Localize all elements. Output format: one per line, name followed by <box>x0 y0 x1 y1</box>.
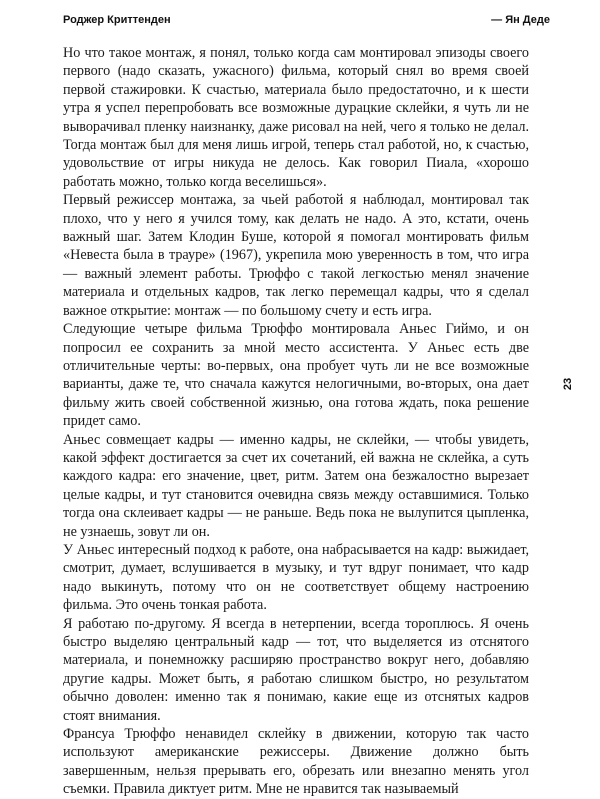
paragraph: Я работаю по-другому. Я всегда в нетерпении, всегда тороплюсь. Я очень быстро выделяю центральный кадр — тот, что выделяется из отснятого материала, и понемножку расширяю пространство вокруг него, добавляю другие кадры. Может быть, я работаю слишком быстро, но результатом обычно доволен: именно так я понимаю, какие еще из отснятых кадров стоят внимания. <box>63 615 529 724</box>
paragraph: Франсуа Трюффо ненавидел склейку в движении, которую так часто используют американские режиссеры. Движение должно быть завершенным, нельзя прерывать его, обрезать или внезапно менять угол съемки. Правила диктует ритм. Мне не нравится так называемый <box>63 726 529 798</box>
running-header-section: — Ян Деде <box>491 14 550 26</box>
body-text <box>63 44 529 799</box>
paragraph: Следующие четыре фильма Трюффо монтировала Аньес Гиймо, и он попросил ее сохранить за мной место ассистента. У Аньес есть две отличительные черты: во-первых, она пробует чуть ли не все возможные варианты, даже те, что сначала кажутся нелогичными, во-вторых, она дает фильму жить своей собственной жизнью, она готова ждать, пока решение придет само. <box>63 321 529 430</box>
paragraph: Аньес совмещает кадры — именно кадры, не склейки, — чтобы увидеть, какой эффект достигается за счет их сочетаний, ей важна не склейка, а суть каждого кадра: его значение, цвет, ритм. Затем она безжалостно вырезает целые кадры, и тут становится очевидна связь между оставшимися. Только тогда она склеивает кадры — не раньше. Ведь пока не вылупится цыпленка, не узнаешь, зовут ли он. <box>63 431 529 540</box>
paragraph: Но что такое монтаж, я понял, только когда сам монтировал эпизоды своего первого (надо сказать, ужасного) фильма, который снял во время своей первой стажировки. К счастью, материала было предостаточно, и к шести утра я успел перепробовать все возможные дурацкие склейки, я чуть ли не выворачивал пленку наизнанку, даже рисовал на ней, чего я только не делал. Тогда монтаж был для меня лишь игрой, теперь стал работой, но, к счастью, удовольствие от игры никуда не делось. Как говорил Пиала, «хорошо работать можно, только когда веселишься». <box>63 45 529 190</box>
paragraph: У Аньес интересный подход к работе, она набрасывается на кадр: выжидает, смотрит, думает, вслушивается в музыку, и тут вдруг понимает, что кадр надо выкинуть, потому что он не соответствует общему настроению фильма. Это очень тонкая работа. <box>63 541 529 614</box>
running-header-author: Роджер Криттенден <box>63 14 171 26</box>
paragraph: Первый режиссер монтажа, за чьей работой я наблюдал, монтировал так плохо, что у него я учился тому, как делать не надо. А это, кстати, очень важный шаг. Затем Клодин Буше, которой я помогал монтировать фильм «Невеста была в трауре» (1967), укрепила мою уверенность в том, что игра — важный элемент работы. Трюффо с такой легкостью менял значение материала и отдельных кадров, так легко перемещал кадры, что я сделал важное открытие: монтаж — по большому счету и есть игра. <box>63 192 529 319</box>
page-number: 23 <box>562 377 575 391</box>
